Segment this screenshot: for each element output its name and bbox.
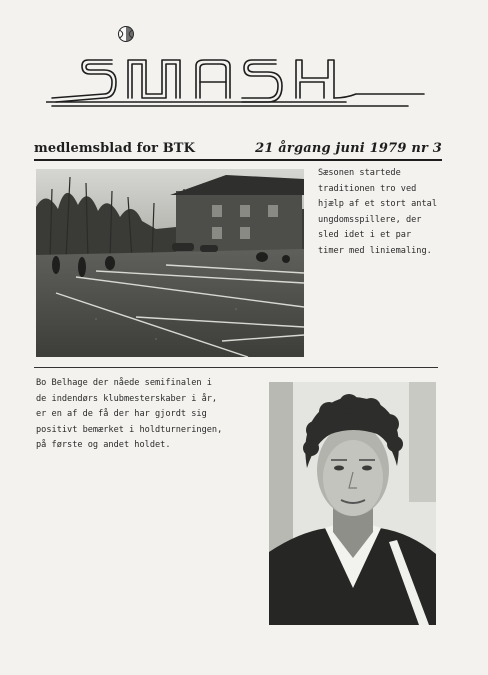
tennis-ball-icon xyxy=(117,25,135,43)
caption-line: er en af de få der har gjordt sig xyxy=(36,409,207,420)
caption-line: Sæsonen startede xyxy=(318,168,401,178)
tennis-court-photo xyxy=(36,169,304,357)
smash-logo xyxy=(46,52,426,110)
issue-header xyxy=(34,141,442,161)
portrait-photo xyxy=(269,382,436,625)
caption-line: positivt bemærket i holdturneringen, xyxy=(36,424,223,435)
caption-line: Bo Belhage der nåede semifinalen i xyxy=(36,378,212,388)
caption-line: timer med liniemaling. xyxy=(318,245,432,256)
caption-line: ungdomsspillere, der xyxy=(318,214,422,225)
caption-line: traditionen tro ved xyxy=(318,183,417,194)
caption-line: sled idet i et par xyxy=(318,230,412,241)
season-start-caption xyxy=(318,166,437,260)
caption-line: på første og andet holdet. xyxy=(36,440,171,451)
section-divider xyxy=(34,367,438,368)
caption-line: de indendørs klubmesterskaber i år, xyxy=(36,393,218,404)
publication-title: medlemsblad for BTK xyxy=(34,141,195,156)
caption-line: hjælp af et stort antal xyxy=(318,199,437,210)
player-profile-caption xyxy=(36,376,222,454)
header-divider xyxy=(34,159,442,161)
issue-info: 21 årgang juni 1979 nr 3 xyxy=(255,141,442,156)
